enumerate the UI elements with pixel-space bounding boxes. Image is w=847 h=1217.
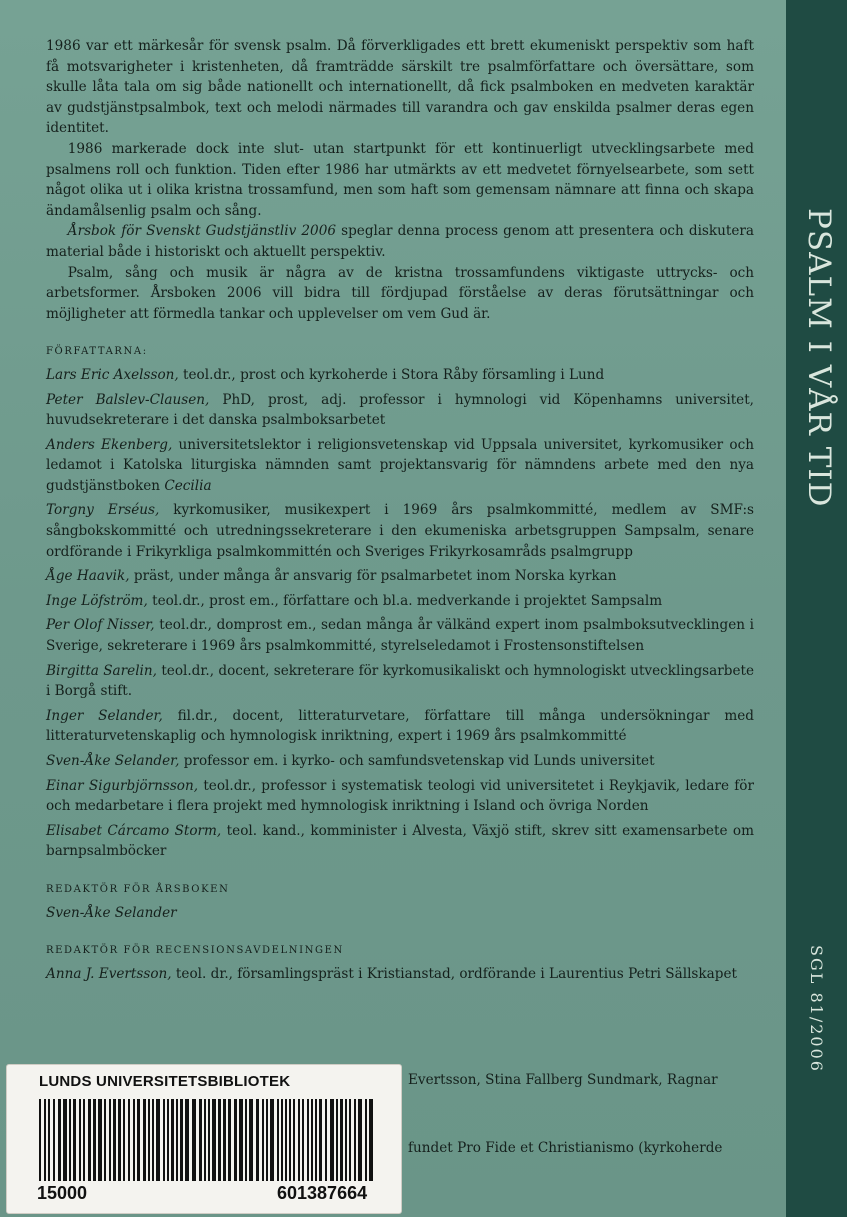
review-editor-heading: REDAKTÖR FÖR RECENSIONSAVDELNINGEN: [46, 945, 344, 957]
closing-paragraph: Psalm, sång och musik är några av de kristna trossamfundens viktigaste uttrycks- och arbetsformer. Årsboken 2006 vill bidra till fördjupad förståelse av deras förutsättningar och möjligheter att förmedla tankar och upplevelser om vem Gud är.: [46, 264, 754, 322]
author-description: teol.dr., prost em., författare och bl.a. medverkande i projektet Sampsalm: [147, 592, 663, 609]
author-name: Elisabet Cárcamo Storm,: [46, 822, 222, 839]
author-entry: [46, 566, 754, 587]
barcode-bar: [48, 1099, 50, 1181]
author-description: PhD, prost, adj. professor i hymnologi vid Köpenhamns universitet, huvudsekreterare i det danska psalmboksarbetet: [46, 391, 754, 429]
author-name: Inge Löfström,: [46, 592, 148, 609]
barcode-bar: [285, 1099, 287, 1181]
author-name: Per Olof Nisser,: [46, 617, 155, 634]
barcode-bar: [176, 1099, 178, 1181]
author-description: teol.dr., prost och kyrkoherde i Stora Råby församling i Lund: [178, 366, 605, 383]
barcode-bar: [208, 1099, 210, 1181]
author-description: teol. kand., komminister i Alvesta, Växjö stift, skrev sitt examensarbete om barnpsalmböcker: [46, 822, 754, 860]
barcode-bar: [212, 1099, 216, 1181]
editor-name: Sven-Åke Selander: [46, 904, 177, 921]
barcode-bar: [44, 1099, 46, 1181]
author-entry: [46, 365, 754, 386]
author-description: universitetslektor i religionsvetenskap vid Uppsala universitet, kyrkomusiker och ledamot i Katolska liturgiska nämnden samt projektansvarig för nämndens arbete med den nya gudstjänstboken: [46, 436, 754, 494]
barcode-bar: [192, 1099, 196, 1181]
barcode-bar: [104, 1099, 106, 1181]
library-name: LUNDS UNIVERSITETSBIBLIOTEK: [39, 1073, 291, 1090]
author-description: kyrkomusiker, musikexpert i 1969 års psalmkommitté, medlem av SMF:s sångbokskommitté och utredningssekreterare i den ekumeniska arbetsgruppen Sampsalm, senare ordförande i Frikyrkliga psalmkommittén och Sveriges Frikyrkosamråds psalmgrupp: [46, 502, 754, 560]
barcode-bar: [228, 1099, 231, 1181]
author-name: Åge Haavik,: [46, 568, 130, 585]
barcode-bar: [345, 1099, 347, 1181]
barcode-bar: [270, 1099, 274, 1181]
barcode-bar: [266, 1099, 268, 1181]
barcode-bar: [93, 1099, 96, 1181]
author-entry: [46, 706, 754, 747]
author-entry: [46, 390, 754, 431]
review-editor-entry: [46, 964, 754, 985]
author-name: Lars Eric Axelsson,: [46, 366, 179, 383]
barcode-bar: [180, 1099, 183, 1181]
author-description: teol.dr., professor i systematisk teologi vid universitetet i Reykjavik, ledare för och medarbetare i flera projekt med hymnologisk inriktning i Island och övriga Norden: [46, 777, 754, 815]
authors-list: [46, 365, 754, 862]
barcode-bar: [88, 1099, 91, 1181]
back-cover-text: [46, 36, 754, 988]
barcode-number-left: 15000: [37, 1183, 88, 1203]
barcode-bar: [58, 1099, 61, 1181]
author-entry: [46, 500, 754, 562]
barcode-bar: [156, 1099, 160, 1181]
author-name: Birgitta Sarelin,: [46, 662, 157, 679]
spine-series-number: SGL 81/2006: [807, 945, 826, 1073]
barcode-bar: [79, 1099, 81, 1181]
author-name: Peter Balslev-Clausen,: [46, 391, 210, 408]
barcode-bar: [369, 1099, 373, 1181]
intro-paragraph-2: 1986 markerade dock inte slut- utan startpunkt för ett kontinuerligt utvecklingsarbete med psalmens roll och funktion. Tiden efter 1986 har utmärkts av ett medvetet förnyelsearbete, som sett något olika ut i olika kristna trossamfund, men som haft som gemensam nämnare att finna och skapa ändamålsenlig psalm och sång.: [46, 140, 754, 219]
barcode-icon: [37, 1099, 377, 1181]
barcode-bar: [256, 1099, 259, 1181]
barcode-bar: [234, 1099, 237, 1181]
author-entry: [46, 661, 754, 702]
barcode-bar: [298, 1099, 300, 1181]
barcode-bar: [199, 1099, 202, 1181]
barcode-bar: [204, 1099, 206, 1181]
editor-heading: REDAKTÖR FÖR ÅRSBOKEN: [46, 883, 230, 895]
barcode-bar: [239, 1099, 243, 1181]
barcode-bar: [218, 1099, 221, 1181]
barcode-bar: [311, 1099, 313, 1181]
barcode-bar: [307, 1099, 309, 1181]
review-editor-description: teol. dr., församlingspräst i Kristianstad, ordförande i Laurentius Petri Sällskapet: [171, 965, 737, 982]
author-name: Inger Selander,: [46, 707, 163, 724]
author-entry: [46, 615, 754, 656]
yearbook-paragraph: [46, 221, 754, 262]
barcode-bar: [171, 1099, 174, 1181]
barcode-bar: [143, 1099, 146, 1181]
barcode-bar: [336, 1099, 338, 1181]
barcode-bar: [293, 1099, 295, 1181]
barcode-bar: [281, 1099, 283, 1181]
partially-covered-line-1: Evertsson, Stina Fallberg Sundmark, Ragnar: [408, 1072, 718, 1088]
spine-title: PSALM I VÅR TID: [801, 208, 837, 508]
barcode-bar: [109, 1099, 111, 1181]
barcode-bar: [249, 1099, 253, 1181]
partially-covered-line-2: fundet Pro Fide et Christianismo (kyrkoherde: [408, 1140, 723, 1156]
barcode-bar: [152, 1099, 154, 1181]
author-description: präst, under många år ansvarig för psalmarbetet inom Norska kyrkan: [129, 568, 617, 585]
barcode-bar: [133, 1099, 135, 1181]
barcode-bar: [39, 1099, 41, 1181]
author-entry: [46, 776, 754, 817]
barcode-bar: [325, 1099, 327, 1181]
author-name: Anders Ekenberg,: [46, 436, 173, 453]
barcode-bar: [330, 1099, 334, 1181]
intro-paragraph-1: 1986 var ett märkesår för svensk psalm. Då förverkligades ett brett ekumeniskt perspektiv som haft få motsvarigheter i kristenheten, då framträdde särskilt tre psalmförfattare och översättare, som skulle låta tala om sig både nationellt och internationellt, då fick psalmboken en medveten karaktär av gudstjänstpsalmbok, text och melodi närmades till varandra och gav enskilda psalmer deras egen identitet.: [46, 38, 754, 137]
barcode-bar: [63, 1099, 67, 1181]
author-entry: [46, 821, 754, 862]
author-description: teol.dr., docent, sekreterare för kyrkomusikaliskt och hymnologiskt utvecklingsarbete i Borgå stift.: [46, 662, 754, 700]
author-name: Sven-Åke Selander,: [46, 753, 180, 769]
barcode-bar: [302, 1099, 304, 1181]
barcode-bar: [118, 1099, 121, 1181]
barcode-bar: [262, 1099, 264, 1181]
barcode-bar: [98, 1099, 102, 1181]
library-barcode-sticker: [6, 1064, 402, 1214]
book-title-cecilia: Cecilia: [164, 477, 212, 494]
barcode-bar: [113, 1099, 116, 1181]
authors-heading: FÖRFATTARNA:: [46, 346, 148, 358]
barcode-bar: [277, 1099, 279, 1181]
barcode-bar: [73, 1099, 76, 1181]
barcode-bar: [69, 1099, 71, 1181]
barcode-bar: [289, 1099, 291, 1181]
barcode-bar: [354, 1099, 356, 1181]
barcode-bar: [123, 1099, 125, 1181]
barcode-bar: [163, 1099, 165, 1181]
barcode-bar: [358, 1099, 362, 1181]
author-description: teol.dr., domprost em., sedan många år välkänd expert inom psalmboksutvecklingen i Sverige, sekreterare i 1969 års psalmkommitté, styrelseledamot i Frostensonstiftelsen: [46, 617, 754, 655]
author-description: fil.dr., docent, litteraturvetare, författare till många undersökningar med litteraturvetenskaplig och hymnologisk inriktning, expert i 1969 års psalmkommitté: [46, 707, 754, 745]
barcode-bar: [315, 1099, 317, 1181]
barcode-bar: [340, 1099, 343, 1181]
yearbook-title: Årsbok för Svenskt Gudstjänstliv 2006: [67, 223, 337, 240]
author-name: Einar Sigurbjörnsson,: [46, 777, 199, 794]
author-entry: [46, 751, 754, 772]
barcode-bar: [319, 1099, 322, 1181]
barcode-bar: [148, 1099, 150, 1181]
author-description: professor em. i kyrko- och samfundsvetenskap vid Lunds universitet: [179, 753, 655, 769]
barcode-number-right: 601387664: [277, 1183, 368, 1203]
barcode-bar: [128, 1099, 130, 1181]
barcode-bar: [349, 1099, 351, 1181]
barcode-bar: [53, 1099, 55, 1181]
barcode-bar: [167, 1099, 169, 1181]
barcode-bar: [223, 1099, 226, 1181]
barcode-bar: [245, 1099, 247, 1181]
review-editor-name: Anna J. Evertsson,: [46, 965, 172, 982]
barcode-bar: [365, 1099, 367, 1181]
author-entry: [46, 591, 754, 612]
author-name: Torgny Erséus,: [46, 502, 160, 519]
barcode-bar: [185, 1099, 189, 1181]
barcode-bar: [83, 1099, 85, 1181]
yearbook-paragraph-text: speglar denna process genom att presentera och diskutera material både i historiskt och aktuellt perspektiv.: [46, 223, 755, 260]
barcode-bar: [137, 1099, 140, 1181]
author-entry: [46, 435, 754, 497]
